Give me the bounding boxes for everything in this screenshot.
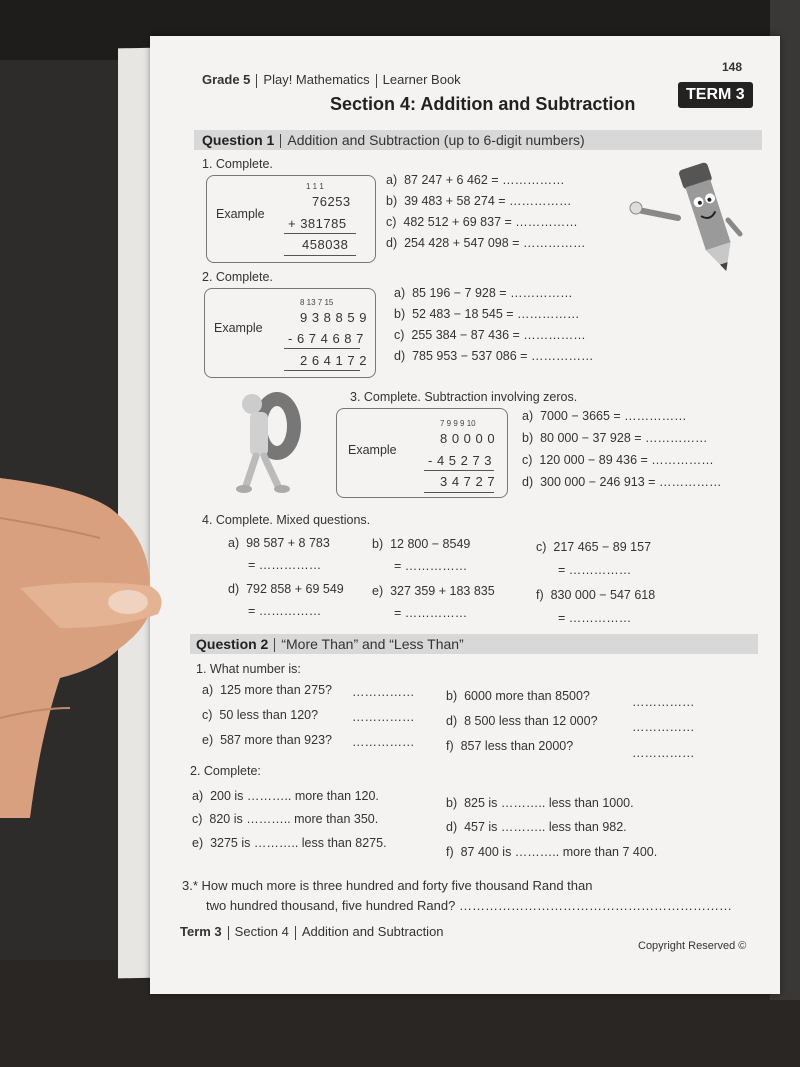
- q1-part3-rule: [424, 470, 494, 471]
- q1-part2-line2: - 6 7 4 6 8 7: [288, 331, 364, 346]
- q1-part3-line2: - 4 5 2 7 3: [428, 453, 493, 468]
- q1-part2-rule2: [284, 370, 360, 371]
- item-letter: b): [522, 431, 534, 445]
- q2-p1-blank-f[interactable]: ……………: [632, 746, 695, 760]
- q1-part3-instruction: 3. Complete. Subtraction involving zeros.: [350, 390, 578, 404]
- item-text: 12 800 − 8549: [390, 537, 471, 551]
- page-header: [202, 72, 461, 88]
- item-letter: d): [446, 820, 458, 834]
- q1-p3-item-c: [522, 453, 714, 467]
- item-letter: f): [446, 845, 454, 859]
- item-letter: c): [192, 812, 203, 826]
- q2-part3-line1: 3.* How much more is three hundred and forty five thousand Rand than: [182, 878, 593, 893]
- item-letter: b): [372, 537, 384, 551]
- q2-p2-item-d: [446, 820, 627, 834]
- item-letter: b): [446, 689, 458, 703]
- item-text: 825 is ……….. less than 1000.: [464, 796, 634, 810]
- item-letter: a): [394, 286, 406, 300]
- item-letter: b): [394, 307, 406, 321]
- item-letter: c): [536, 540, 547, 554]
- item-text: 85 196 − 7 928 = ……………: [412, 286, 573, 300]
- item-letter: a): [202, 683, 214, 697]
- item-text: 125 more than 275?: [220, 683, 332, 697]
- q1-p4-item-e: [372, 584, 495, 598]
- term-badge: TERM 3: [678, 82, 753, 108]
- q1-p3-item-a: [522, 409, 687, 423]
- page-footer: [180, 924, 444, 940]
- item-text: 792 858 + 69 549: [246, 582, 344, 596]
- q2-p2-item-e: [192, 836, 387, 850]
- q1-part3-rule2: [424, 492, 494, 493]
- q1-p4-item-f: [536, 588, 655, 602]
- header-grade: Grade 5: [202, 72, 251, 87]
- item-text: 255 384 − 87 436 = ……………: [411, 328, 586, 342]
- item-text: 8 500 less than 12 000?: [464, 714, 598, 728]
- item-text: 80 000 − 37 928 = ……………: [540, 431, 708, 445]
- item-text: 52 483 − 18 545 = ……………: [412, 307, 580, 321]
- item-letter: f): [536, 588, 544, 602]
- item-letter: a): [522, 409, 534, 423]
- q2-p1-item-f: [446, 739, 573, 753]
- q2-p1-item-a: [202, 683, 332, 697]
- q1-p3-item-b: [522, 431, 708, 445]
- item-text: 3275 is ……….. less than 8275.: [210, 836, 387, 850]
- item-letter: e): [192, 836, 204, 850]
- item-letter: e): [372, 584, 384, 598]
- footer-term: Term 3: [180, 924, 222, 939]
- question1-label: Question 1: [202, 132, 275, 148]
- q2-p1-item-b: [446, 689, 590, 703]
- item-text: 120 000 − 89 436 = ……………: [539, 453, 714, 467]
- q1-part3-example-label: Example: [348, 443, 397, 457]
- item-letter: d): [394, 349, 406, 363]
- q2-p2-item-a: [192, 789, 379, 803]
- q2-part1-instruction: 1. What number is:: [196, 662, 301, 676]
- q1-p4-blank-c[interactable]: = ……………: [558, 563, 632, 577]
- q1-part2-line1: 9 3 8 8 5 9: [300, 310, 367, 325]
- q1-p3-item-d: [522, 475, 721, 489]
- q2-p1-blank-e[interactable]: ……………: [352, 735, 415, 749]
- item-text: 300 000 − 246 913 = ……………: [540, 475, 722, 489]
- question2-label: Question 2: [196, 636, 269, 652]
- item-text: 6000 more than 8500?: [464, 689, 590, 703]
- q1-part1-instruction: 1. Complete.: [202, 157, 273, 171]
- item-letter: e): [202, 733, 214, 747]
- q1-part2-answer: 2 6 4 1 7 2: [300, 353, 367, 368]
- item-text: 254 428 + 547 098 = ……………: [404, 236, 586, 250]
- zero-character-icon: [232, 386, 322, 501]
- item-letter: a): [386, 173, 398, 187]
- item-letter: a): [192, 789, 204, 803]
- section-title: Section 4: Addition and Subtraction: [330, 94, 636, 114]
- q1-p2-item-b: [394, 307, 580, 321]
- q1-p1-item-a: [386, 173, 565, 187]
- q1-p4-blank-e[interactable]: = ……………: [394, 606, 468, 620]
- item-text: 857 less than 2000?: [460, 739, 574, 753]
- q1-p1-item-c: [386, 215, 578, 229]
- q1-part4-instruction: 4. Complete. Mixed questions.: [202, 513, 371, 527]
- q1-part2-instruction: 2. Complete.: [202, 270, 273, 284]
- item-letter: d): [386, 236, 398, 250]
- footer-copyright: Copyright Reserved ©: [638, 940, 747, 952]
- q1-p4-blank-a[interactable]: = ……………: [248, 558, 322, 572]
- item-letter: d): [228, 582, 240, 596]
- question1-heading: [202, 132, 585, 150]
- pencil-mascot-icon: [628, 148, 748, 278]
- item-text: 217 465 − 89 157: [553, 540, 652, 554]
- q1-part1-rule2: [284, 255, 356, 256]
- q2-p1-item-c: [202, 708, 318, 722]
- q1-part1-line2: + 381785: [288, 216, 347, 231]
- q2-p1-item-e: [202, 733, 332, 747]
- q1-p4-blank-b[interactable]: = ……………: [394, 559, 468, 573]
- q1-p1-item-d: [386, 236, 585, 250]
- q1-part2-example-label: Example: [214, 321, 263, 335]
- q1-part3-line1: 8 0 0 0 0: [440, 431, 496, 446]
- q1-part1-carry: 1 1 1: [306, 182, 324, 191]
- item-letter: c): [386, 215, 397, 229]
- q1-p1-item-b: [386, 194, 572, 208]
- item-letter: d): [522, 475, 534, 489]
- question2-heading: [196, 636, 464, 654]
- item-letter: f): [446, 739, 454, 753]
- item-letter: c): [202, 708, 213, 722]
- q1-part1-answer: 458038: [302, 237, 349, 252]
- footer-section: Section 4: [234, 924, 289, 939]
- q2-p1-blank-b[interactable]: ……………: [632, 695, 695, 709]
- item-text: 830 000 − 547 618: [550, 588, 656, 602]
- item-text: 87 400 is ……….. more than 7 400.: [460, 845, 658, 859]
- q1-p4-item-d: [228, 582, 344, 596]
- item-text: 200 is ……….. more than 120.: [210, 789, 379, 803]
- q2-part2-instruction: 2. Complete:: [190, 764, 261, 778]
- item-letter: b): [386, 194, 398, 208]
- question2-subtitle: “More Than” and “Less Than”: [281, 636, 464, 652]
- item-text: 785 953 − 537 086 = ……………: [412, 349, 594, 363]
- q1-part3-borrow: 7 9 9 9 10: [440, 419, 476, 428]
- item-letter: a): [228, 536, 240, 550]
- item-text: 482 512 + 69 837 = ……………: [403, 215, 578, 229]
- item-letter: b): [446, 796, 458, 810]
- q2-p1-blank-c[interactable]: ……………: [352, 710, 415, 724]
- header-book: Play! Mathematics: [263, 72, 370, 87]
- q2-p2-item-b: [446, 796, 634, 810]
- q1-p2-item-d: [394, 349, 593, 363]
- q2-p2-item-c: [192, 812, 378, 826]
- q1-part2-borrow: 8 13 7 15: [300, 298, 334, 307]
- q1-p4-item-b: [372, 537, 470, 551]
- q1-p4-blank-d[interactable]: = ……………: [248, 604, 322, 618]
- q1-part1-example-label: Example: [216, 207, 265, 221]
- q2-part3-line2: two hundred thousand, five hundred Rand? ………………………………………………………: [206, 898, 732, 913]
- book-page: [150, 36, 780, 994]
- q1-part1-rule: [284, 233, 356, 234]
- q1-part2-rule: [284, 348, 360, 349]
- q1-part1-line1: 76253: [312, 194, 351, 209]
- q2-p1-blank-d[interactable]: ……………: [632, 720, 695, 734]
- q2-p1-blank-a[interactable]: ……………: [352, 685, 415, 699]
- page-number: 148: [722, 60, 743, 74]
- item-text: 327 359 + 183 835: [390, 584, 495, 598]
- q2-p2-item-f: [446, 845, 657, 859]
- q1-p2-item-c: [394, 328, 586, 342]
- item-text: 87 247 + 6 462 = ……………: [404, 173, 565, 187]
- item-letter: c): [522, 453, 533, 467]
- question1-subtitle: Addition and Subtraction (up to 6-digit numbers): [287, 132, 585, 148]
- item-letter: d): [446, 714, 458, 728]
- item-text: 39 483 + 58 274 = ……………: [404, 194, 572, 208]
- q1-part3-answer: 3 4 7 2 7: [440, 474, 496, 489]
- item-text: 820 is ……….. more than 350.: [209, 812, 379, 826]
- q1-p2-item-a: [394, 286, 573, 300]
- item-letter: c): [394, 328, 405, 342]
- header-type: Learner Book: [382, 72, 461, 87]
- item-text: 50 less than 120?: [219, 708, 319, 722]
- hand-holding-book: [0, 478, 175, 818]
- q1-p4-item-a: [228, 536, 330, 550]
- item-text: 98 587 + 8 783: [246, 536, 330, 550]
- q1-p4-item-c: [536, 540, 651, 554]
- footer-topic: Addition and Subtraction: [301, 924, 444, 939]
- item-text: 7000 − 3665 = ……………: [540, 409, 687, 423]
- q1-p4-blank-f[interactable]: = ……………: [558, 611, 632, 625]
- item-text: 457 is ……….. less than 982.: [464, 820, 627, 834]
- item-text: 587 more than 923?: [220, 733, 332, 747]
- q2-p1-item-d: [446, 714, 598, 728]
